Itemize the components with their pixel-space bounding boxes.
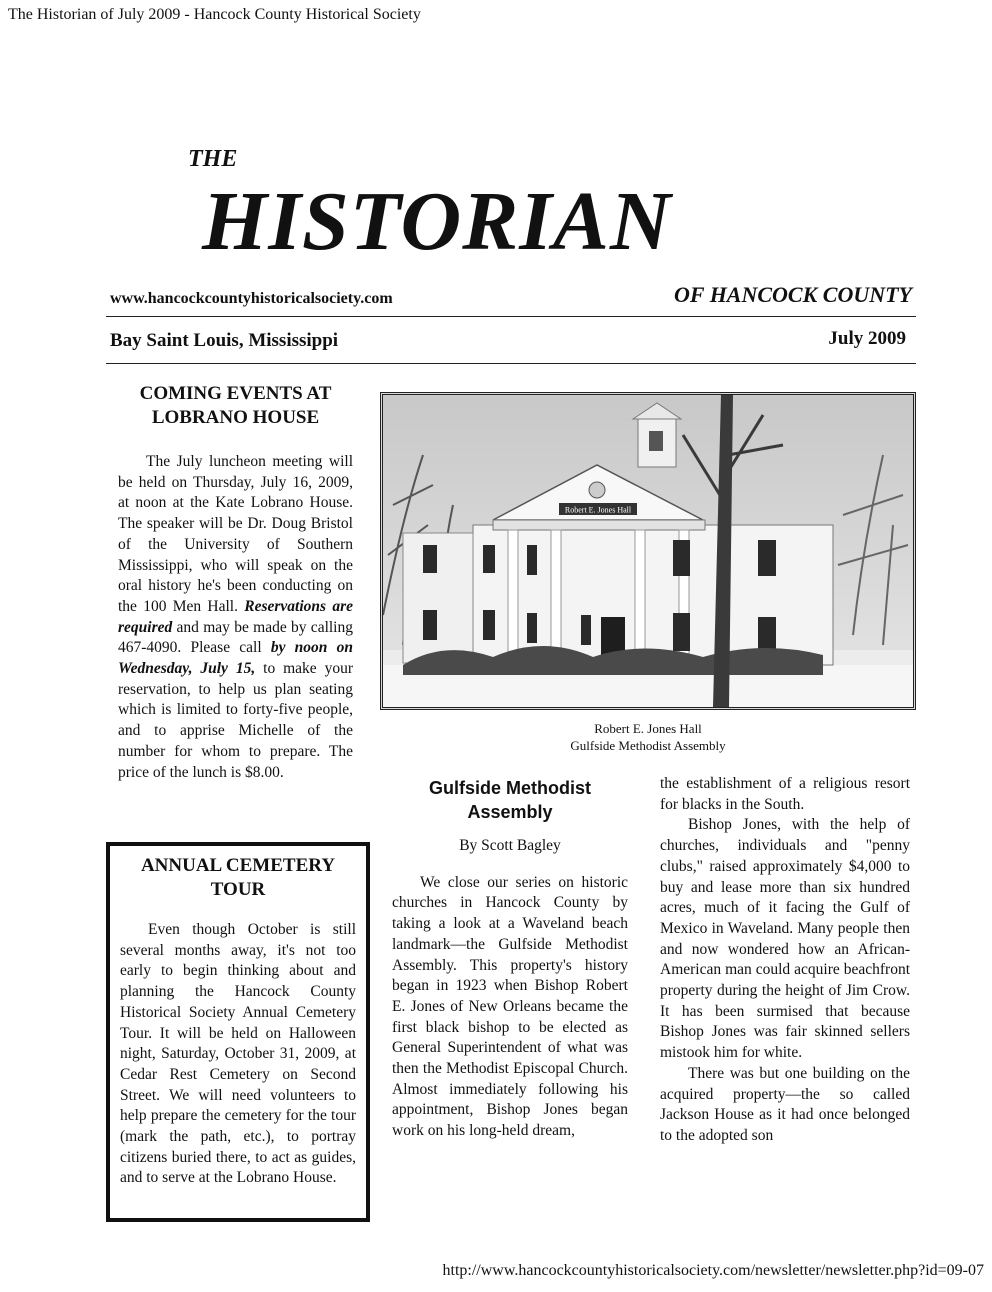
cemetery-heading: [120, 854, 356, 902]
article-heading-line1: Gulfside Methodist: [429, 778, 591, 798]
article-heading-line2: Assembly: [467, 802, 553, 822]
masthead-rule-top: [106, 316, 916, 317]
events-heading-line1: COMING EVENTS AT: [139, 383, 332, 404]
events-section: [118, 382, 353, 783]
events-heading-line2: LOBRANO HOUSE: [151, 407, 320, 428]
browser-title: The Historian of July 2009 - Hancock County Historical Society: [8, 6, 421, 23]
events-emph-deadline: by noon on Wednesday, July 15,: [118, 639, 353, 678]
masthead-title: HISTORIAN: [202, 175, 672, 268]
cemetery-heading-line2: TOUR: [210, 879, 266, 900]
masthead-the: THE: [188, 146, 238, 172]
masthead-rule-bottom: [106, 363, 916, 364]
events-emph-reservations: Reservations are required: [118, 597, 353, 636]
masthead-date: July 2009: [828, 328, 906, 349]
masthead-website: www.hancockcountyhistoricalsociety.com: [110, 290, 393, 307]
article-paragraph-3: Bishop Jones, with the help of churches, individuals and "penny clubs," raised approximately $4,000 to buy and lease more than six hundred acres, much of it facing the Gulf of Mexico in Waveland. Many people then and now wondered how an African-American man could acquire beachfront property during the height of Jim Crow. It has been surmised that because Bishop Jones was fair skinned sellers mistook him for white.: [660, 816, 910, 1062]
article-paragraph-4: There was but one building on the acquired property—the so called Jackson House as it had once belonged to the adopted son: [660, 1064, 910, 1144]
masthead-county: OF HANCOCK COUNTY: [674, 282, 912, 307]
cemetery-box: [106, 842, 370, 1222]
article-paragraph-2: the establishment of a religious resort for blacks in the South.: [660, 775, 910, 813]
cemetery-heading-line1: ANNUAL CEMETERY: [140, 855, 336, 876]
caption-line1: Robert E. Jones Hall: [594, 721, 702, 736]
events-heading: [118, 382, 353, 430]
masthead-location: Bay Saint Louis, Mississippi: [110, 330, 339, 351]
hall-photo: [380, 392, 916, 710]
events-text-a: The July luncheon meeting will be held on Thursday, July 16, 2009, at noon at the Kate Lobrano House. The speaker will be Dr. Doug Bristol of the University of Southern Mississippi, who will speak on the oral history he's been conducting on the 100 Men Hall.: [118, 453, 353, 615]
article-byline: By Scott Bagley: [459, 837, 561, 854]
hall-sign: Robert E. Jones Hall: [564, 505, 632, 515]
events-text-b: and may be made by calling 467-4090. Please call: [118, 618, 353, 657]
photo-caption: [380, 720, 916, 754]
events-text: [118, 452, 353, 783]
article-heading: [392, 776, 628, 824]
cemetery-text: Even though October is still several months away, it's not too early to begin thinking about and planning the Hancock County Historical Society Annual Cemetery Tour. It will be held on Halloween night, Saturday, October 31, 2009, at Cedar Rest Cemetery on Second Street. We will need volunteers to help prepare the cemetery for the tour (mark the path, etc.), to portray citizens buried there, to act as guides, and to serve at the Lobrano House.: [120, 921, 356, 1187]
caption-line2: Gulfside Methodist Assembly: [570, 738, 726, 753]
article-column-1: [392, 776, 628, 1142]
article-paragraph-1: We close our series on historic churches in Hancock County by taking a look at a Waveland beach landmark—the Gulfside Methodist Assembly. This property's history began in 1923 when Bishop Robert E. Jones of New Orleans became the first black bishop to be elected as General Superintendent of what was then the Methodist Episcopal Church. Almost immediately following his appointment, Bishop Jones began work on his long-held dream,: [392, 873, 628, 1140]
events-text-c: to make your reservation, to help us plan seating which is limited to forty-five people, and to apprise Michelle of the number for whom to prepare. The price of the lunch is $8.00.: [118, 660, 353, 781]
hall-photo-illustration: [383, 395, 913, 707]
article-column-2: [660, 774, 910, 1147]
footer-url[interactable]: http://www.hancockcountyhistoricalsociety.com/newsletter/newsletter.php?id=09-07: [442, 1262, 984, 1279]
